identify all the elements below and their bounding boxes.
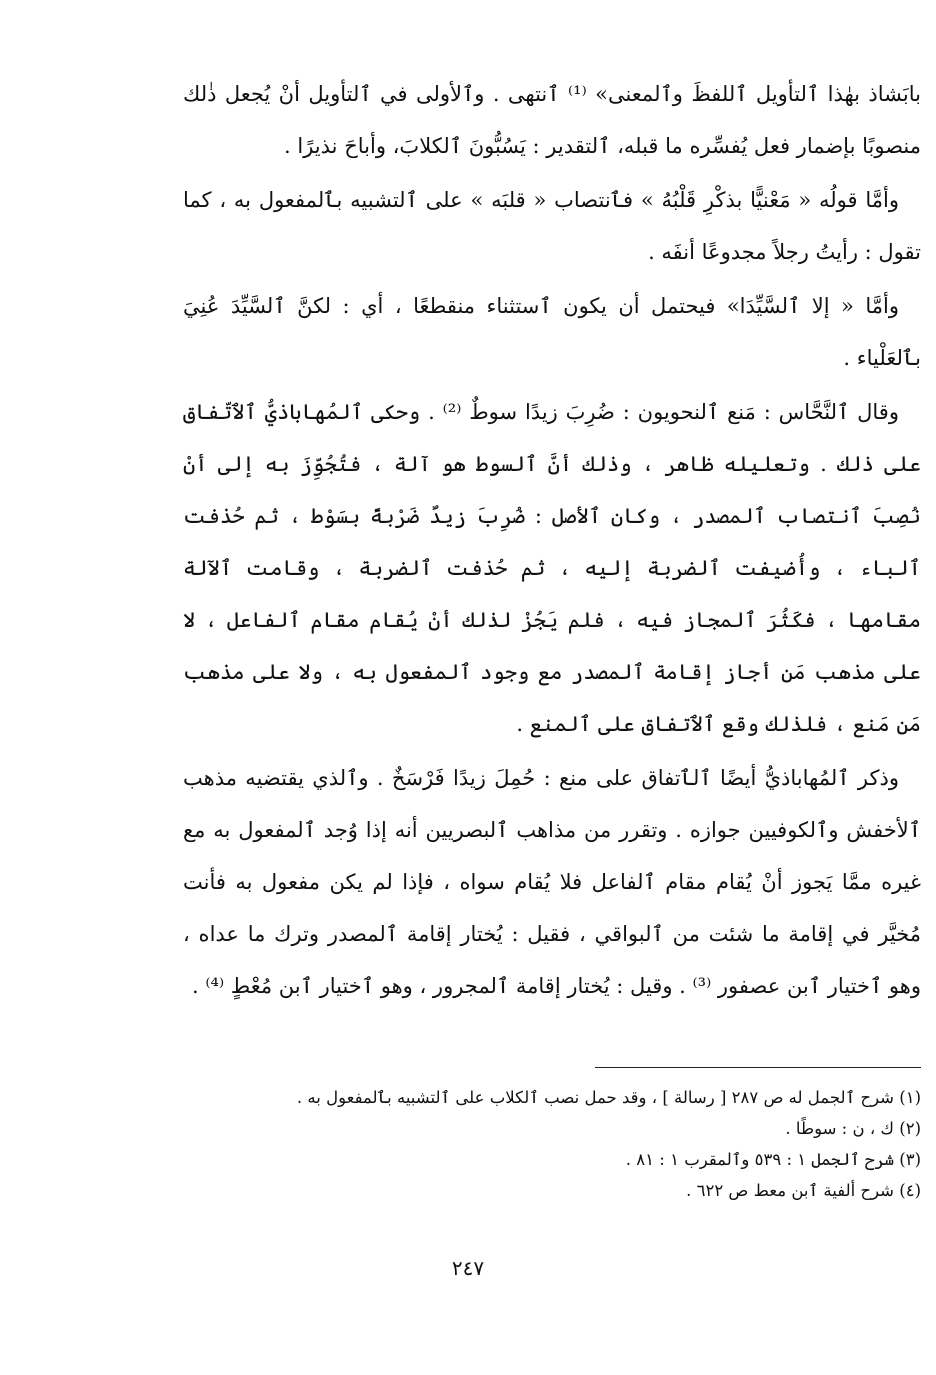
footnote-3: (٣) شرح ٱلجمل ١ : ٥٣٩ وٱلمقرب ١ : ٨١ .	[625, 1150, 921, 1169]
paragraph-1: بابَشاذ بهٰذا ٱلتأويل ٱللفظَ وٱلمعنى» ⁽¹⁾ ٱنتهى . وٱلأولى في ٱلتأويل أنْ يُجعل ذٰلك منصوبًا بإضمار فعل يُفسِّره ما قبله، ٱلتقدير : يَسُبُّونَ ٱلكلابَ، وأباحَ نذيرًا .	[183, 82, 921, 158]
main-text	[183, 68, 921, 1012]
footnote-4: (٤) شرح ألفية ٱبن معط ص ٦٢٢ .	[686, 1181, 921, 1200]
footnote-separator	[595, 1067, 921, 1068]
page-number: ٢٤٧	[451, 1256, 485, 1280]
paragraph-2: وأمَّا قولُه « مَعْنيًّا بذكْرِ قَلْبُهُ » فٱنتصاب « قلبَه » على ٱلتشبيه بٱلمفعول به ، كما تقول : رأيتُ رجلاً مجدوعًا أنفَه .	[183, 188, 921, 264]
footnote-2: (٢) ك ، ن : سوطًا .	[785, 1119, 921, 1138]
paragraph-5: وذكر ٱلمُهاباذيُّ أيضًا ٱلٱتفاق على منع : حُمِلَ زيدًا فَرْسَخٌ . وٱلذي يقتضيه مذهب ٱلأخفش وٱلكوفيين جوازه . وتقرر من مذاهب ٱلبصريين أنه إذا وُجد ٱلمفعول به مع غيره ممَّا يَجوز أنْ يُقام مقام ٱلفاعل فلا يُقام سواه ، فإذا لم يكن مفعول به فأنت مُخيَّر في إقامة ما شئت من ٱلبواقي ، فقيل : يُختار إقامة ٱلمصدر وترك ما عداه ، وهو ٱختيار ٱبن عصفور ⁽³⁾ . وقيل : يُختار إقامة ٱلمجرور ، وهو ٱختيار ٱبن مُعْطٍ ⁽⁴⁾ .	[183, 766, 921, 998]
footnote-1: (١) شرح ٱلجمل له ص ٢٨٧ [ رسالة ] ، وقد حمل نصب ٱلكلاب على ٱلتشبيه بٱلمفعول به .	[296, 1088, 921, 1107]
paragraph-4: وقال ٱلنَّحَّاس : مَنع ٱلنحويون : ضُرِبَ زيدًا سوطٌ ⁽²⁾ . وحكى ٱلمُهاباذيُّ ٱلٱتّفاق على ذٰلك . وتعليله ظاهر ، وذٰلك أنَّ ٱلسوط هو آلة ، فتُجُوِّزَ به إلى أنْ نُصِبَ ٱنتصاب ٱلمصدر ، وكان ٱلأصل : ضُرِبَ زيدٌ ضَرْبةً بسَوْط ، ثم حُذفت ٱلباء ، وأُضيفت ٱلضربة إليه ، ثم حُذفت ٱلضربة ، وقامت ٱلآلة مقامها ، فكَثُرَ ٱلمجاز فيه ، فلم يَجُزْ لذٰلك أنْ يُقام مقام ٱلفاعل ، لا على مذهب مَن أجاز إقامة ٱلمصدر مع وجود ٱلمفعول به ، ولا على مذهب مَن مَنع ، فلذٰلك وقع ٱلٱتفاق على ٱلمنع .	[183, 400, 921, 736]
footnotes	[183, 1082, 921, 1206]
paragraph-3: وأمَّا « إلا ٱلسَّيِّدَا» فيحتمل أن يكون ٱستثناء منقطعًا ، أي : لكنَّ ٱلسَّيِّدَ عُنِيَ بٱلعَلْياء .	[183, 294, 921, 370]
